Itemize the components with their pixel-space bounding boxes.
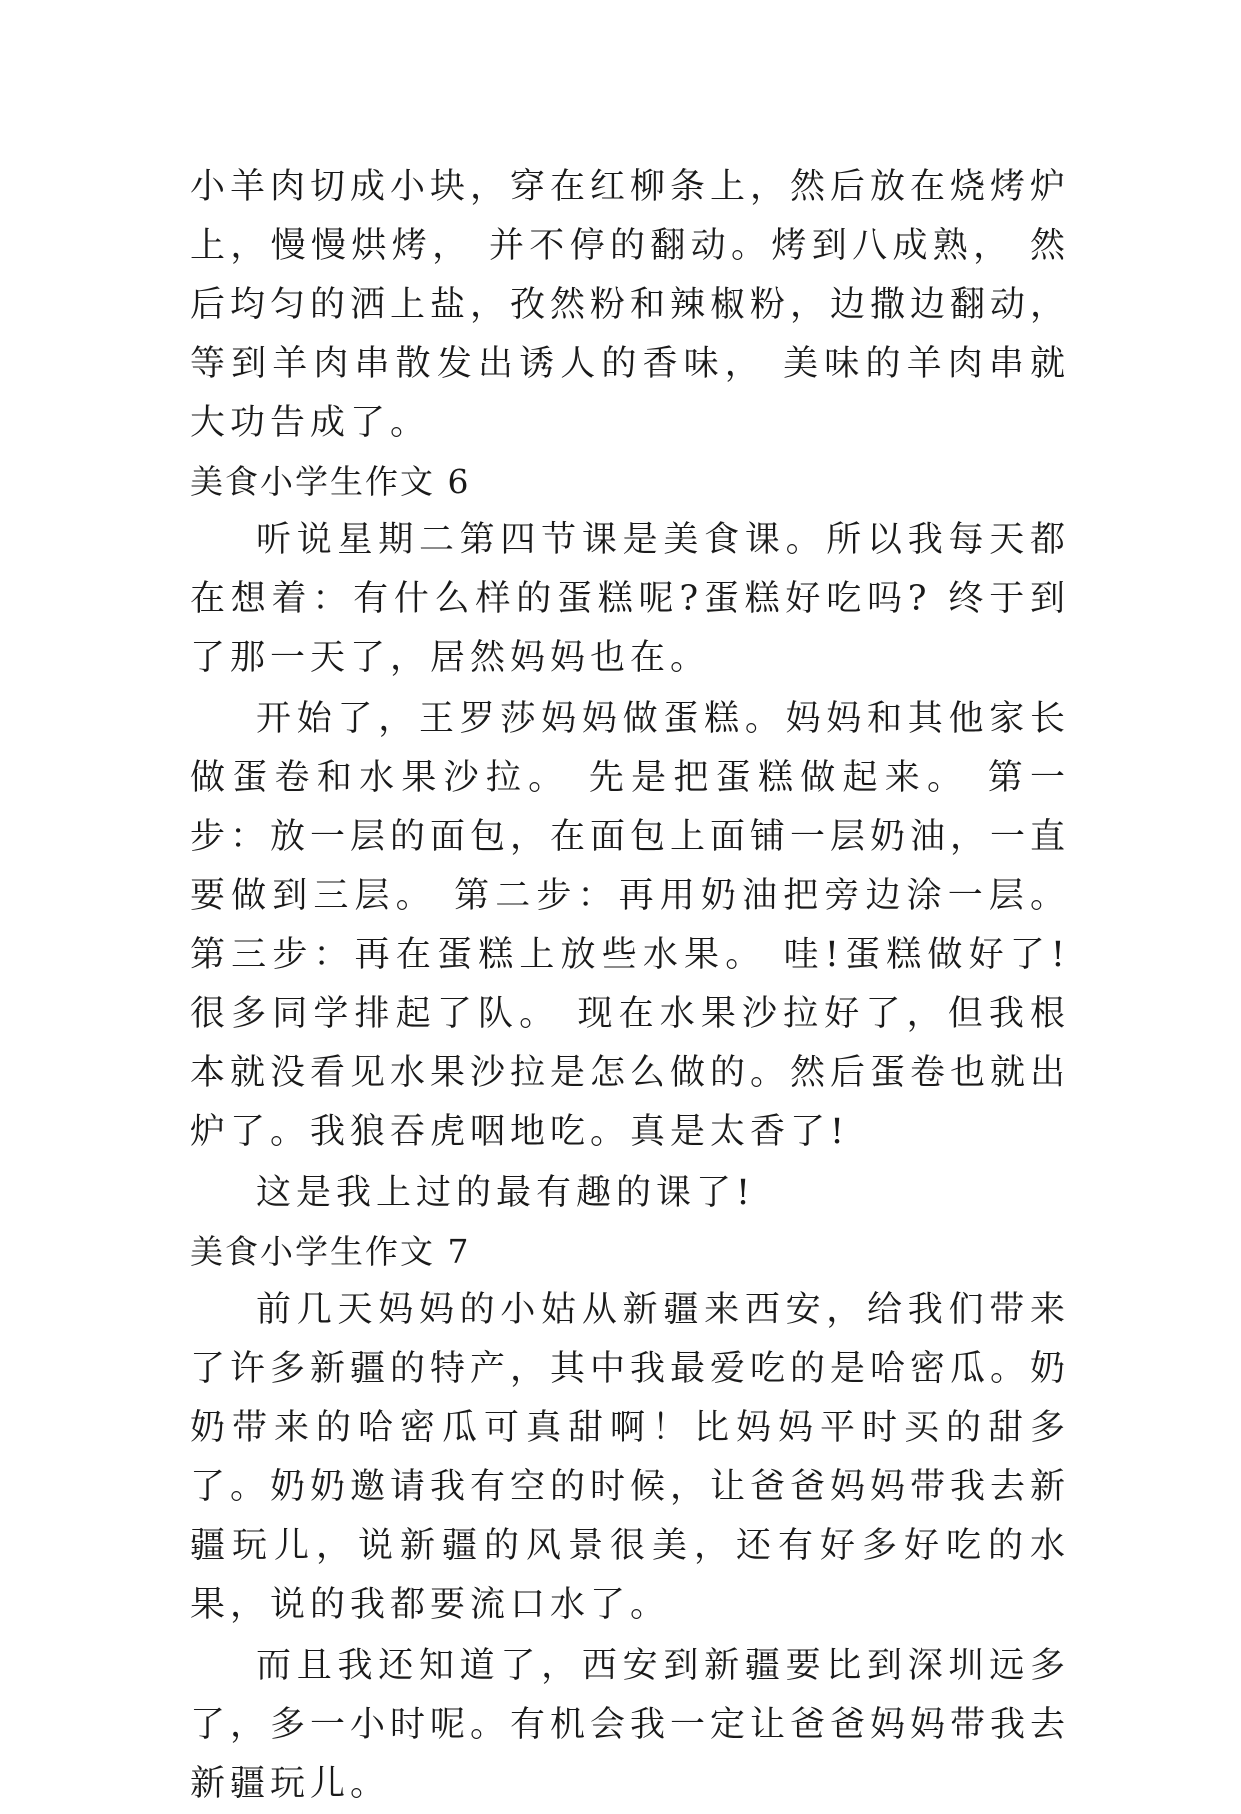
paragraph-hami-melon: 前几天妈妈的小姑从新疆来西安，给我们带来了许多新疆的特产，其中我最爱吃的是哈密瓜。奶奶带来的哈密瓜可真甜啊！比妈妈平时买的甜多了。奶奶邀请我有空的时候，让爸爸妈妈带我去新疆玩儿，说新疆的风景很美，还有好多好吃的水果，说的我都要流口水了。 xyxy=(190,1290,1071,1625)
paragraph-kebab-recipe: 小羊肉切成小块，穿在红柳条上，然后放在烧烤炉上，慢慢烘烤， 并不停的翻动。烤到八成熟， 然后均匀的洒上盐，孜然粉和辣椒粉，边撒边翻动， 等到羊肉串散发出诱人的香味， 美味的羊肉串就大功告成了。 xyxy=(190,167,1071,443)
paragraph-cake-making: 开始了，王罗莎妈妈做蛋糕。妈妈和其他家长做蛋卷和水果沙拉。 先是把蛋糕做起来。 第一步：放一层的面包，在面包上面铺一层奶油，一直要做到三层。 第二步：再用奶油把旁边涂一层。 第三步：再在蛋糕上放些水果。 哇!蛋糕做好了!很多同学排起了队。 现在水果沙拉好了，但我根本就没看见水果沙拉是怎么做的。然后蛋卷也就出炉了。我狼吞虎咽地吃。真是太香了! xyxy=(190,699,1071,1152)
paragraph-cake-class-intro: 听说星期二第四节课是美食课。所以我每天都在想着：有什么样的蛋糕呢?蛋糕好吃吗? 终于到了那一天了，居然妈妈也在。 xyxy=(190,520,1070,678)
document-body xyxy=(190,158,1070,1814)
paragraph-xinjiang-distance: 而且我还知道了，西安到新疆要比到深圳远多了，多一小时呢。有机会我一定让爸爸妈妈带我去新疆玩儿。 xyxy=(190,1646,1071,1804)
essay-heading-7: 美食小学生作文 7 xyxy=(190,1232,471,1271)
essay-heading-6: 美食小学生作文 6 xyxy=(190,462,471,501)
paragraph-cake-conclusion: 这是我上过的最有趣的课了! xyxy=(256,1173,756,1213)
